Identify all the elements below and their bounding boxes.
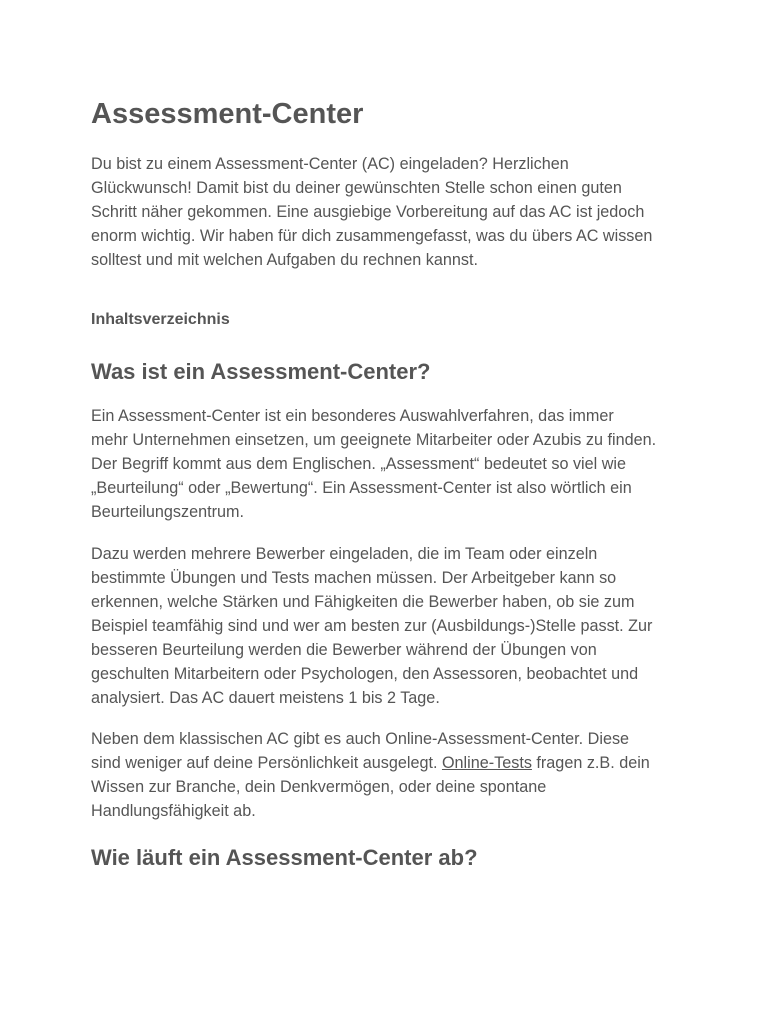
paragraph-line: Beurteilungszentrum.: [91, 503, 244, 521]
intro-line: Du bist zu einem Assessment-Center (AC) eingeladen? Herzlichen: [91, 155, 569, 173]
online-tests-link[interactable]: Online-Tests: [441, 754, 532, 772]
paragraph-line: erkennen, welche Stärken und Fähigkeiten die Bewerber haben, ob sie zum: [91, 593, 635, 611]
paragraph-line: besseren Beurteilung werden die Bewerber während der Übungen von: [91, 641, 597, 659]
section-heading-what-is: Was ist ein Assessment-Center?: [91, 359, 431, 384]
text-segment: sind weniger auf deine Persönlichkeit ausgelegt.: [91, 754, 442, 772]
intro-line: enorm wichtig. Wir haben für dich zusammengefasst, was du übers AC wissen: [91, 227, 653, 245]
page-title: Assessment-Center: [91, 98, 364, 130]
intro-line: Schritt näher gekommen. Eine ausgiebige Vorbereitung auf das AC ist jedoch: [91, 203, 645, 221]
paragraph-line: geschulten Mitarbeitern oder Psychologen, den Assessoren, beobachtet und: [91, 665, 639, 683]
paragraph-line: Neben dem klassischen AC gibt es auch Online-Assessment-Center. Diese: [91, 730, 630, 748]
section1-paragraph-1: [91, 404, 691, 524]
paragraph-line: [91, 751, 691, 775]
table-of-contents-toggle[interactable]: Inhaltsverzeichnis: [91, 311, 230, 328]
text-segment: fragen z.B. dein: [531, 754, 650, 772]
paragraph-line: Beispiel teamfähig sind und wer am besten zur (Ausbildungs-)Stelle passt. Zur: [91, 617, 653, 635]
paragraph-line: Der Begriff kommt aus dem Englischen. „Assessment“ bedeutet so viel wie: [91, 455, 627, 473]
paragraph-line: Handlungsfähigkeit ab.: [91, 802, 256, 820]
paragraph-line: Wissen zur Branche, dein Denkvermögen, oder deine spontane: [91, 778, 547, 796]
intro-line: Glückwunsch! Damit bist du deiner gewünschten Stelle schon einen guten: [91, 179, 622, 197]
paragraph-line: Ein Assessment-Center ist ein besonderes Auswahlverfahren, das immer: [91, 407, 614, 425]
section1-paragraph-2: [91, 542, 691, 710]
paragraph-line: „Beurteilung“ oder „Bewertung“. Ein Assessment-Center ist also wörtlich ein: [91, 479, 632, 497]
paragraph-line: bestimmte Übungen und Tests machen müssen. Der Arbeitgeber kann so: [91, 569, 617, 587]
paragraph-line: mehr Unternehmen einsetzen, um geeignete Mitarbeiter oder Azubis zu finden.: [91, 431, 657, 449]
paragraph-line: analysiert. Das AC dauert meistens 1 bis 2 Tage.: [91, 689, 440, 707]
section1-paragraph-3: [91, 727, 691, 823]
paragraph-line: Dazu werden mehrere Bewerber eingeladen, die im Team oder einzeln: [91, 545, 598, 563]
intro-line: solltest und mit welchen Aufgaben du rechnen kannst.: [91, 251, 478, 269]
intro-paragraph: [91, 152, 691, 272]
section-heading-how-it-works: Wie läuft ein Assessment-Center ab?: [91, 845, 478, 870]
